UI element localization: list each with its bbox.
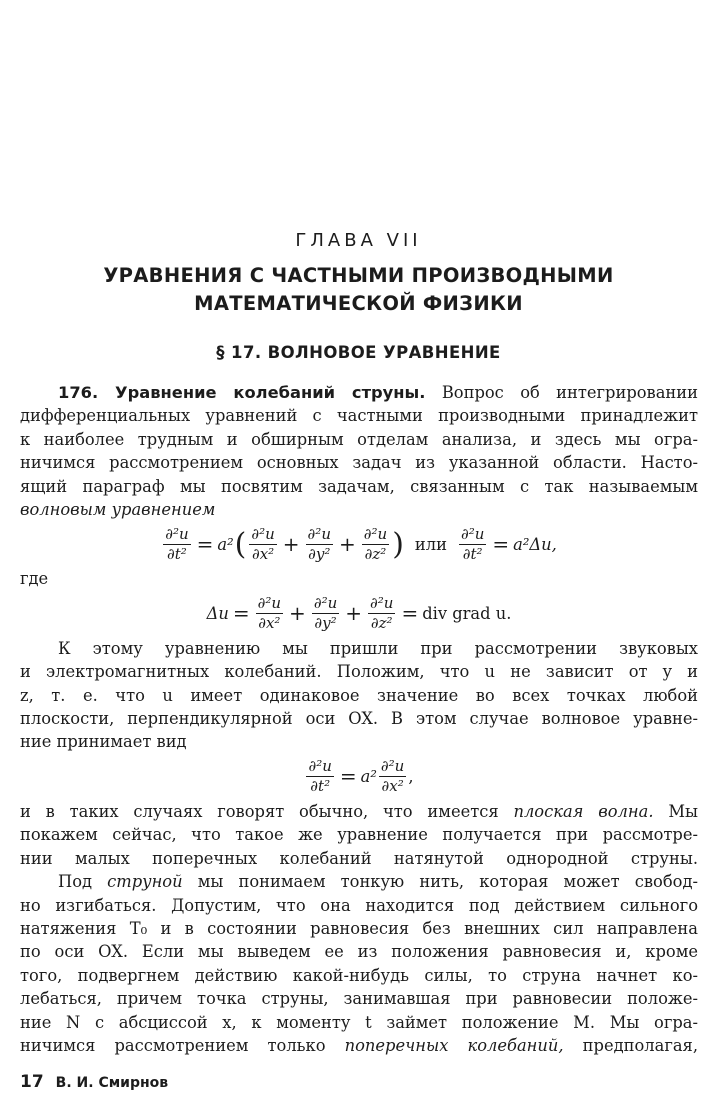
wave-equation: $\frac{\text{∂²u}}{\text{∂t²}}$ = a² ( $\frac{\text{∂²u}}{\text{∂x²}}$ + $\frac{\text{∂²u}}{\text{∂y²}}$ + $\frac{\text{∂²u}}{\text{∂z²}}$ ) или $\frac{\text{∂²u}}{\text{∂t²}}$ = a²Δu, bbox=[165, 524, 557, 563]
chapter-heading: ГЛАВА VII bbox=[295, 230, 422, 251]
paragraph-line: ние N с абсциссой x, к моменту t займет положение M. Мы огра- bbox=[20, 1012, 698, 1032]
paragraph-line: и в таких случаях говорят обычно, что имеется плоская волна. Мы bbox=[20, 801, 698, 821]
emphasis: поперечных колебаний, bbox=[344, 1035, 564, 1055]
paragraph-line: ящий параграф мы посвятим задачам, связанным с так называемым bbox=[20, 476, 698, 496]
paragraph-line: но изгибаться. Допустим, что она находится под действием сильного bbox=[20, 895, 698, 915]
item-heading: 176. Уравнение колебаний струны. bbox=[58, 383, 426, 402]
body-text bbox=[20, 381, 698, 1057]
paragraph-line: ние принимает вид bbox=[20, 732, 187, 752]
paragraph-line: Под струной мы понимаем тонкую нить, которая может свобод- bbox=[58, 872, 698, 892]
paragraph-line: 176. Уравнение колебаний струны. Вопрос об интегрировании bbox=[58, 383, 698, 402]
paragraph-line: К этому уравнению мы пришли при рассмотрении звуковых bbox=[58, 638, 698, 658]
emphasis: струной bbox=[107, 872, 183, 892]
paragraph-line: волновым уравнением bbox=[20, 500, 216, 520]
section-heading: § 17. ВОЛНОВОЕ УРАВНЕНИЕ bbox=[216, 343, 501, 362]
paragraph-line: ничимся рассмотрением основных задач из указанной области. Насто- bbox=[20, 453, 698, 473]
paragraph-line: дифференциальных уравнений с частными производными принадлежит bbox=[20, 406, 698, 426]
signature-mark: 17 bbox=[20, 1072, 44, 1092]
paragraph-line: где bbox=[20, 569, 49, 589]
emphasis: плоская волна. bbox=[513, 801, 654, 821]
laplacian-equation: Δu = $\frac{\text{∂²u}}{\text{∂x²}}$ + $\frac{\text{∂²u}}{\text{∂y²}}$ + $\frac{\text{∂²u}}{\text{∂z²}}$ = div grad u. bbox=[206, 594, 512, 633]
paragraph-line: z, т. е. что u имеет одинаковое значение во всех точках любой bbox=[20, 685, 698, 705]
author-name: В. И. Смирнов bbox=[55, 1075, 169, 1091]
paragraph-line: нии малых поперечных колебаний натянутой однородной струны. bbox=[20, 848, 698, 868]
paragraph-line: по оси OX. Если мы выведем ее из положения равновесия и, кроме bbox=[20, 942, 698, 962]
paragraph-line: покажем сейчас, что такое же уравнение получается при рассмотре- bbox=[20, 825, 698, 845]
paragraph-line: и электромагнитных колебаний. Положим, что u не зависит от y и bbox=[20, 662, 698, 682]
chapter-title-line1: УРАВНЕНИЯ С ЧАСТНЫМИ ПРОИЗВОДНЫМИ bbox=[103, 264, 614, 287]
paragraph-line: ничимся рассмотрением только поперечных колебаний, предполагая, bbox=[20, 1035, 699, 1055]
page-footer bbox=[20, 1072, 168, 1092]
paragraph-line: натяжения T₀ и в состоянии равновесия без внешних сил направлена bbox=[20, 918, 698, 938]
paragraph-line: к наиболее трудным и обширным отделам анализа, и здесь мы огра- bbox=[20, 429, 698, 449]
paragraph-line: лебаться, причем точка струны, занимавшая при равновесии положе- bbox=[20, 989, 698, 1009]
paragraph-line: плоскости, перпендикулярной оси OX. В этом случае волновое уравне- bbox=[20, 709, 698, 729]
chapter-title bbox=[0, 262, 717, 318]
paragraph-line: того, подвергнем действию какой-нибудь силы, то струна начнет ко- bbox=[20, 965, 698, 985]
plane-wave-equation: $\frac{\text{∂²u}}{\text{∂t²}}$ = a² $\frac{\text{∂²u}}{\text{∂x²}}$ , bbox=[308, 757, 414, 796]
chapter-title-line2: МАТЕМАТИЧЕСКОЙ ФИЗИКИ bbox=[194, 292, 523, 315]
